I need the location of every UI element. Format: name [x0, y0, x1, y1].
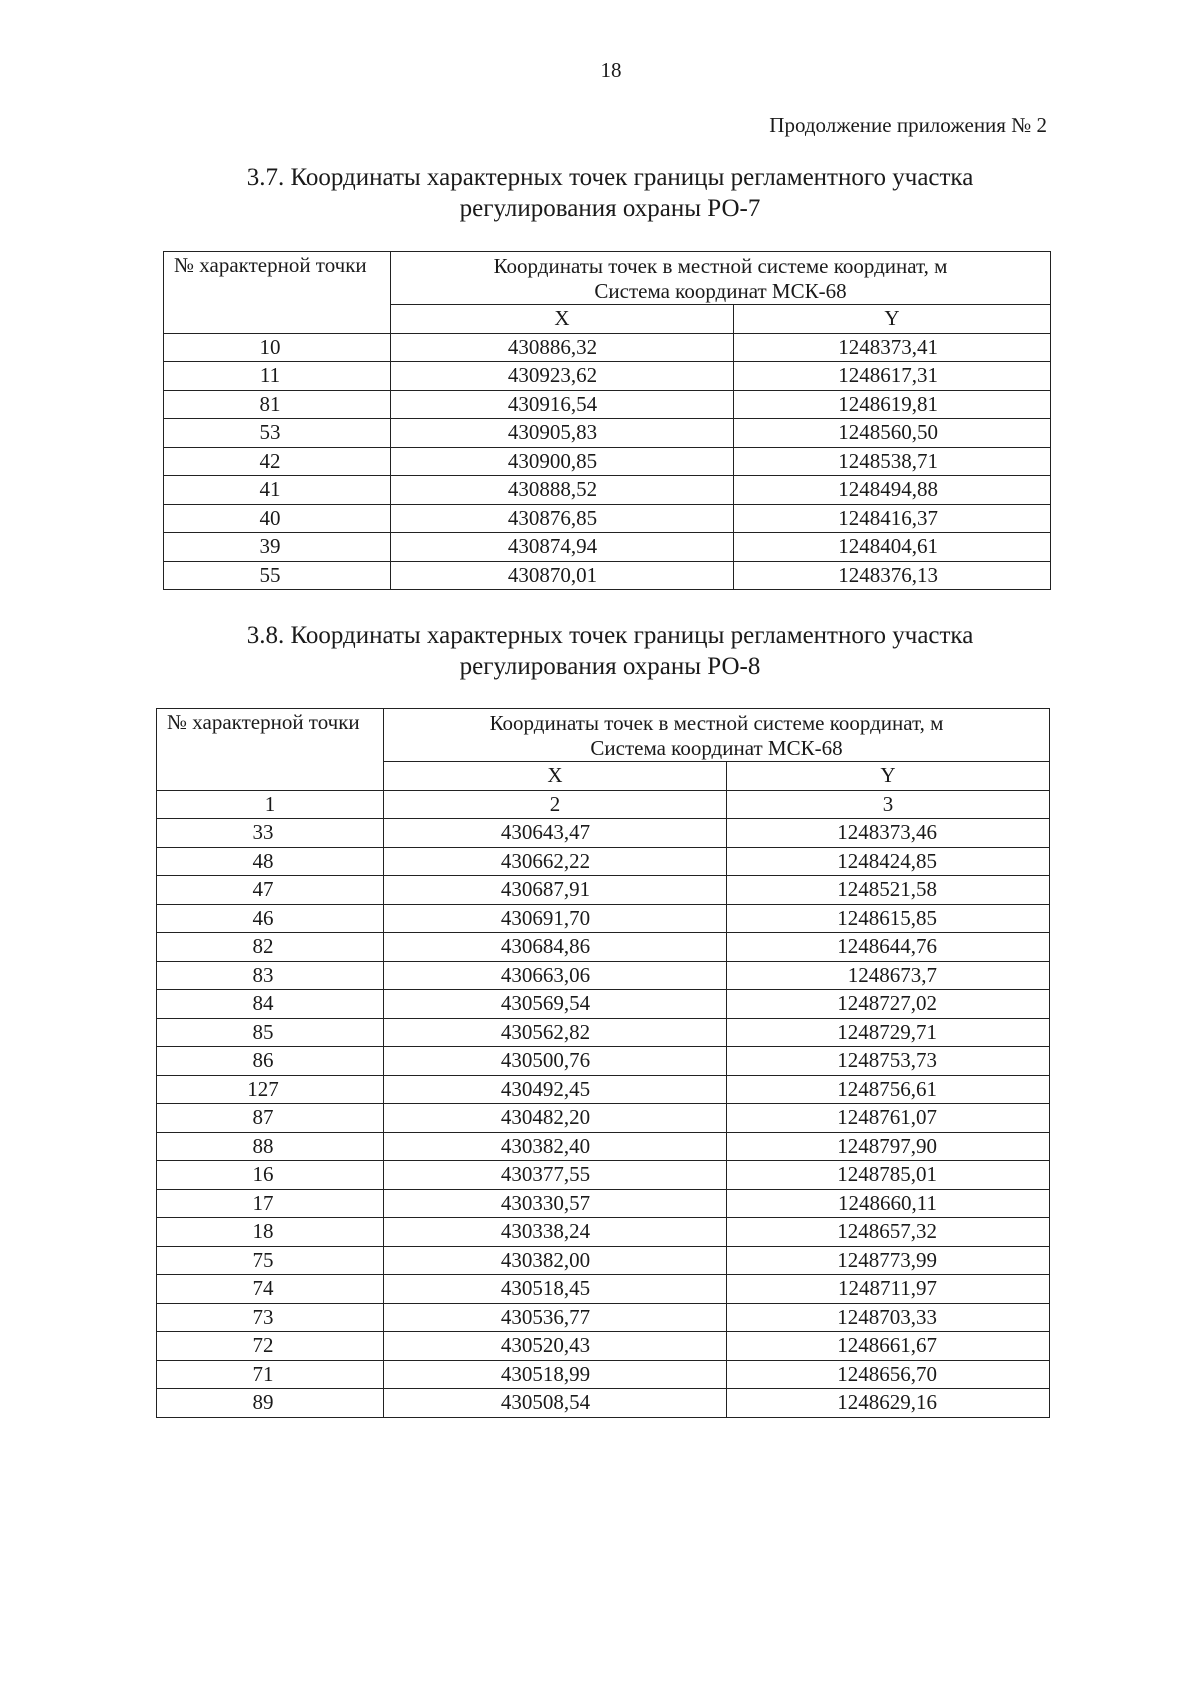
x-coordinate-cell: 430520,43: [384, 1332, 727, 1361]
coordinates-header: [384, 709, 1050, 762]
y-coordinate-cell: 1248404,61: [734, 533, 1051, 562]
y-coordinate-cell: 1248797,90: [727, 1132, 1050, 1161]
table-row: [157, 1047, 1050, 1076]
x-coordinate-cell: 430916,54: [391, 390, 734, 419]
column-index: 2: [384, 790, 727, 819]
y-coordinate-cell: 1248703,33: [727, 1303, 1050, 1332]
x-coordinate-cell: 430377,55: [384, 1161, 727, 1190]
point-number-cell: 72: [157, 1332, 384, 1361]
column-index-row: [157, 790, 1050, 819]
y-coordinate-cell: 1248373,46: [727, 819, 1050, 848]
x-coordinate-cell: 430663,06: [384, 961, 727, 990]
y-coordinate-cell: 1248656,70: [727, 1360, 1050, 1389]
table-header-row: [157, 709, 1050, 762]
table-row: [157, 1246, 1050, 1275]
y-header: Y: [727, 762, 1050, 791]
x-coordinate-cell: 430870,01: [391, 561, 734, 590]
table-body: [164, 252, 1051, 590]
y-coordinate-cell: 1248416,37: [734, 504, 1051, 533]
x-coordinate-cell: 430518,45: [384, 1275, 727, 1304]
coordinates-header-line: Координаты точек в местной системе координат, м: [489, 711, 944, 735]
table-row: [164, 561, 1051, 590]
table-row: [164, 362, 1051, 391]
table-row: [164, 390, 1051, 419]
table-row: [164, 476, 1051, 505]
y-coordinate-cell: 1248761,07: [727, 1104, 1050, 1133]
y-coordinate-cell: 1248521,58: [727, 876, 1050, 905]
y-coordinate-cell: 1248729,71: [727, 1018, 1050, 1047]
y-coordinate-cell: 1248753,73: [727, 1047, 1050, 1076]
x-coordinate-cell: 430382,40: [384, 1132, 727, 1161]
section-heading-line: регулирования охраны РО-7: [459, 195, 761, 222]
appendix-note: Продолжение приложения № 2: [769, 113, 1047, 137]
table-row: [157, 1218, 1050, 1247]
x-coordinate-cell: 430876,85: [391, 504, 734, 533]
y-coordinate-cell: 1248727,02: [727, 990, 1050, 1019]
column-index: 1: [157, 790, 384, 819]
x-coordinate-cell: 430382,00: [384, 1246, 727, 1275]
point-number-cell: 47: [157, 876, 384, 905]
x-coordinate-cell: 430874,94: [391, 533, 734, 562]
y-coordinate-cell: 1248660,11: [727, 1189, 1050, 1218]
y-coordinate-cell: 1248785,01: [727, 1161, 1050, 1190]
y-coordinate-cell: 1248657,32: [727, 1218, 1050, 1247]
x-coordinate-cell: 430900,85: [391, 447, 734, 476]
point-number-cell: 42: [164, 447, 391, 476]
y-coordinate-cell: 1248494,88: [734, 476, 1051, 505]
coordinates-header-line: Система координат МСК-68: [590, 736, 843, 760]
point-number-cell: 85: [157, 1018, 384, 1047]
point-number-cell: 87: [157, 1104, 384, 1133]
x-coordinate-cell: 430536,77: [384, 1303, 727, 1332]
point-number-cell: 16: [157, 1161, 384, 1190]
table-row: [157, 1132, 1050, 1161]
y-coordinate-cell: 1248560,50: [734, 419, 1051, 448]
x-coordinate-cell: 430562,82: [384, 1018, 727, 1047]
point-number-cell: 75: [157, 1246, 384, 1275]
y-coordinate-cell: 1248373,41: [734, 333, 1051, 362]
x-coordinate-cell: 430508,54: [384, 1389, 727, 1418]
y-coordinate-cell: 1248424,85: [727, 847, 1050, 876]
table-row: [164, 447, 1051, 476]
table-row: [157, 876, 1050, 905]
x-coordinate-cell: 430518,99: [384, 1360, 727, 1389]
point-number-cell: 71: [157, 1360, 384, 1389]
x-coordinate-cell: 430492,45: [384, 1075, 727, 1104]
point-number-cell: 11: [164, 362, 391, 391]
x-coordinate-cell: 430691,70: [384, 904, 727, 933]
section-heading-ro8: [150, 620, 1070, 682]
table-row: [157, 1189, 1050, 1218]
coordinates-table-ro7: [163, 251, 1051, 590]
table-row: [157, 1075, 1050, 1104]
coordinates-table-ro8: [156, 708, 1050, 1418]
table-row: [157, 904, 1050, 933]
page-number: 18: [600, 58, 622, 82]
point-number-cell: 41: [164, 476, 391, 505]
coordinates-header-line: Координаты точек в местной системе координат, м: [493, 254, 948, 278]
y-coordinate-cell: 1248756,61: [727, 1075, 1050, 1104]
table-row: [157, 1275, 1050, 1304]
x-header: X: [391, 305, 734, 334]
table-row: [157, 990, 1050, 1019]
x-coordinate-cell: 430569,54: [384, 990, 727, 1019]
y-coordinate-cell: 1248617,31: [734, 362, 1051, 391]
coordinates-header: [391, 252, 1051, 305]
table-row: [157, 1389, 1050, 1418]
table-row: [157, 1018, 1050, 1047]
x-coordinate-cell: 430687,91: [384, 876, 727, 905]
x-coordinate-cell: 430338,24: [384, 1218, 727, 1247]
table-row: [157, 1360, 1050, 1389]
column-index: 3: [727, 790, 1050, 819]
x-coordinate-cell: 430330,57: [384, 1189, 727, 1218]
point-number-header: № характерной точки: [164, 252, 391, 334]
point-number-cell: 46: [157, 904, 384, 933]
point-number-cell: 127: [157, 1075, 384, 1104]
x-coordinate-cell: 430482,20: [384, 1104, 727, 1133]
x-coordinate-cell: 430500,76: [384, 1047, 727, 1076]
section-heading-line: 3.8. Координаты характерных точек границы регламентного участка: [246, 622, 974, 649]
section-heading-line: 3.7. Координаты характерных точек границы регламентного участка: [246, 164, 974, 191]
x-coordinate-cell: 430905,83: [391, 419, 734, 448]
point-number-cell: 10: [164, 333, 391, 362]
x-header: X: [384, 762, 727, 791]
point-number-cell: 39: [164, 533, 391, 562]
x-coordinate-cell: 430886,32: [391, 333, 734, 362]
point-number-cell: 82: [157, 933, 384, 962]
y-coordinate-cell: 1248619,81: [734, 390, 1051, 419]
y-coordinate-cell: 1248615,85: [727, 904, 1050, 933]
point-number-cell: 40: [164, 504, 391, 533]
y-coordinate-cell: 1248644,76: [727, 933, 1050, 962]
table-row: [157, 819, 1050, 848]
point-number-cell: 33: [157, 819, 384, 848]
y-coordinate-cell: 1248538,71: [734, 447, 1051, 476]
point-number-cell: 88: [157, 1132, 384, 1161]
table-row: [157, 1104, 1050, 1133]
x-coordinate-cell: 430643,47: [384, 819, 727, 848]
point-number-cell: 84: [157, 990, 384, 1019]
y-coordinate-cell: 1248673,7: [727, 961, 1050, 990]
table-row: [157, 933, 1050, 962]
y-coordinate-cell: 1248773,99: [727, 1246, 1050, 1275]
x-coordinate-cell: 430888,52: [391, 476, 734, 505]
point-number-cell: 17: [157, 1189, 384, 1218]
table-row: [164, 419, 1051, 448]
point-number-header: № характерной точки: [157, 709, 384, 791]
table-row: [164, 333, 1051, 362]
table-row: [164, 533, 1051, 562]
table-header-row: [164, 252, 1051, 305]
x-coordinate-cell: 430662,22: [384, 847, 727, 876]
x-coordinate-cell: 430923,62: [391, 362, 734, 391]
point-number-cell: 74: [157, 1275, 384, 1304]
table-row: [157, 1332, 1050, 1361]
y-coordinate-cell: 1248711,97: [727, 1275, 1050, 1304]
table-row: [157, 961, 1050, 990]
point-number-cell: 18: [157, 1218, 384, 1247]
point-number-cell: 83: [157, 961, 384, 990]
point-number-cell: 53: [164, 419, 391, 448]
table-body: [157, 709, 1050, 1418]
section-heading-ro7: [150, 162, 1070, 224]
coordinates-header-line: Система координат МСК-68: [594, 279, 847, 303]
y-coordinate-cell: 1248376,13: [734, 561, 1051, 590]
point-number-cell: 55: [164, 561, 391, 590]
point-number-cell: 86: [157, 1047, 384, 1076]
x-coordinate-cell: 430684,86: [384, 933, 727, 962]
point-number-cell: 48: [157, 847, 384, 876]
y-coordinate-cell: 1248629,16: [727, 1389, 1050, 1418]
table-row: [157, 1161, 1050, 1190]
section-heading-line: регулирования охраны РО-8: [459, 653, 761, 680]
table-row: [164, 504, 1051, 533]
table-row: [157, 1303, 1050, 1332]
y-coordinate-cell: 1248661,67: [727, 1332, 1050, 1361]
point-number-cell: 89: [157, 1389, 384, 1418]
point-number-cell: 73: [157, 1303, 384, 1332]
y-header: Y: [734, 305, 1051, 334]
table-row: [157, 847, 1050, 876]
point-number-cell: 81: [164, 390, 391, 419]
